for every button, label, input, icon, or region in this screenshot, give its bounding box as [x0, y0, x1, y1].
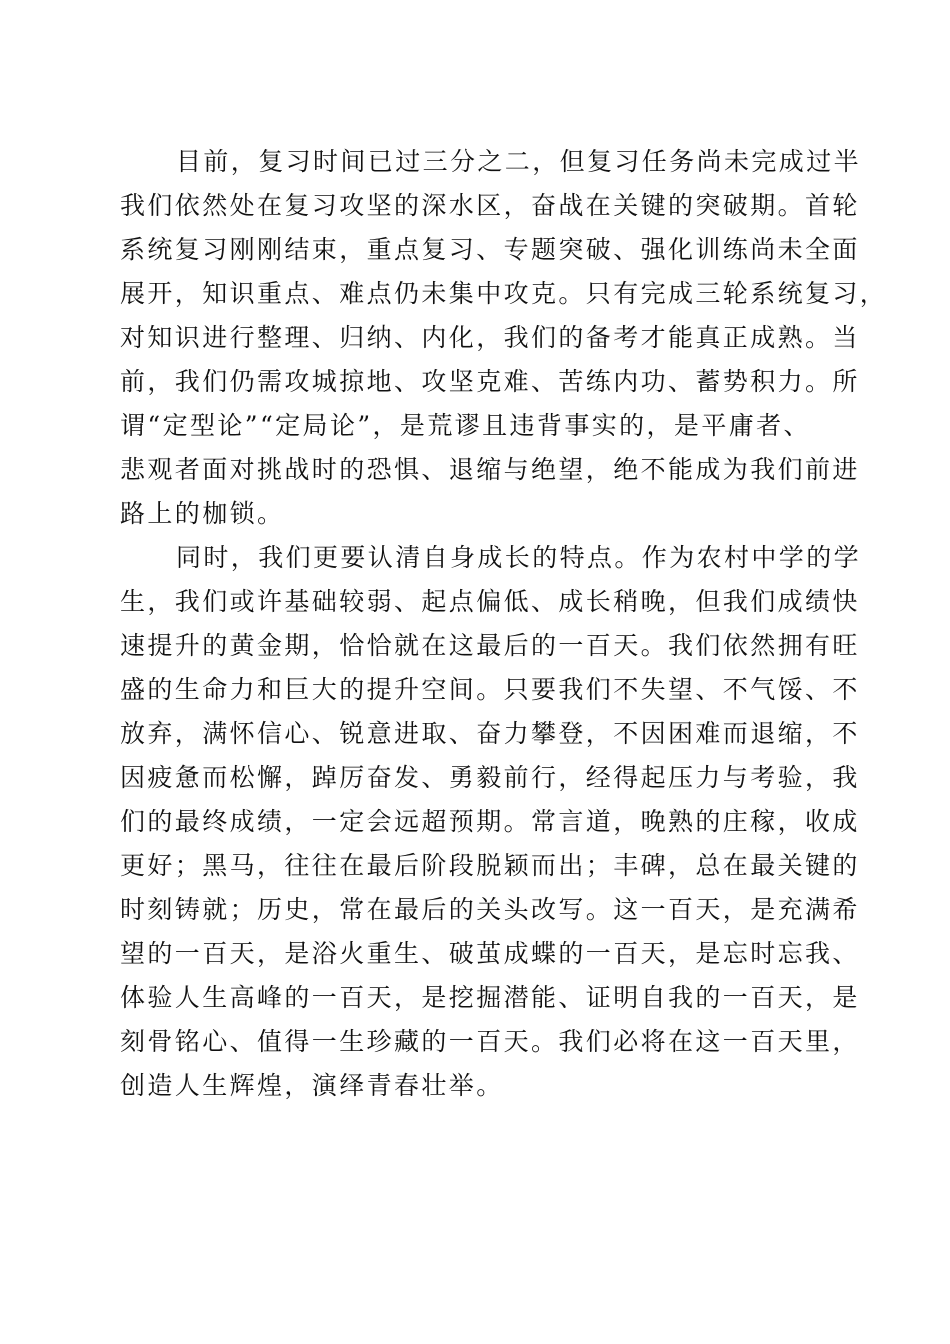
text-line: 盛的生命力和巨大的提升空间。只要我们不失望、不气馁、不 [120, 675, 860, 704]
text-line: 我们依然处在复习攻坚的深水区，奋战在关键的突破期。首轮 [120, 191, 860, 220]
paragraph-2 [120, 536, 862, 1108]
paragraph-1 [120, 140, 888, 536]
text-line: 路上的枷锁。 [120, 499, 285, 528]
text-line: 们的最终成绩，一定会远超预期。常言道，晚熟的庄稼，收成 [120, 807, 860, 836]
text-line: 体验人生高峰的一百天，是挖掘潜能、证明自我的一百天，是 [120, 983, 860, 1012]
text-line: 望的一百天，是浴火重生、破茧成蝶的一百天，是忘时忘我、 [120, 939, 860, 968]
text-line: 创造人生辉煌，演绎青春壮举。 [120, 1071, 504, 1100]
text-line: 生，我们或许基础较弱、起点偏低、成长稍晚，但我们成绩快 [120, 587, 860, 616]
document-body [120, 140, 888, 1108]
text-line: 前，我们仍需攻城掠地、攻坚克难、苦练内功、蓄势积力。所 [120, 367, 860, 396]
text-line: 同时，我们更要认清自身成长的特点。作为农村中学的学 [176, 543, 862, 572]
text-line: 谓“定型论”“定局论”，是荒谬且违背事实的，是平庸者、 [120, 411, 811, 440]
text-line: 系统复习刚刚结束，重点复习、专题突破、强化训练尚未全面 [120, 235, 860, 264]
text-line: 速提升的黄金期，恰恰就在这最后的一百天。我们依然拥有旺 [120, 631, 860, 660]
text-line: 悲观者面对挑战时的恐惧、退缩与绝望，绝不能成为我们前进 [120, 455, 860, 484]
text-line: 对知识进行整理、归纳、内化，我们的备考才能真正成熟。当 [120, 323, 860, 352]
text-line: 因疲惫而松懈，踔厉奋发、勇毅前行，经得起压力与考验，我 [120, 763, 860, 792]
text-line: 更好；黑马，往往在最后阶段脱颖而出；丰碑，总在最关键的 [120, 851, 860, 880]
text-line: 展开，知识重点、难点仍未集中攻克。只有完成三轮系统复习， [120, 279, 888, 308]
text-line: 放弃，满怀信心、锐意进取、奋力攀登，不因困难而退缩，不 [120, 719, 860, 748]
text-line: 时刻铸就；历史，常在最后的关头改写。这一百天，是充满希 [120, 895, 860, 924]
text-line: 目前，复习时间已过三分之二，但复习任务尚未完成过半 [176, 147, 862, 176]
text-line: 刻骨铭心、值得一生珍藏的一百天。我们必将在这一百天里， [120, 1027, 860, 1056]
